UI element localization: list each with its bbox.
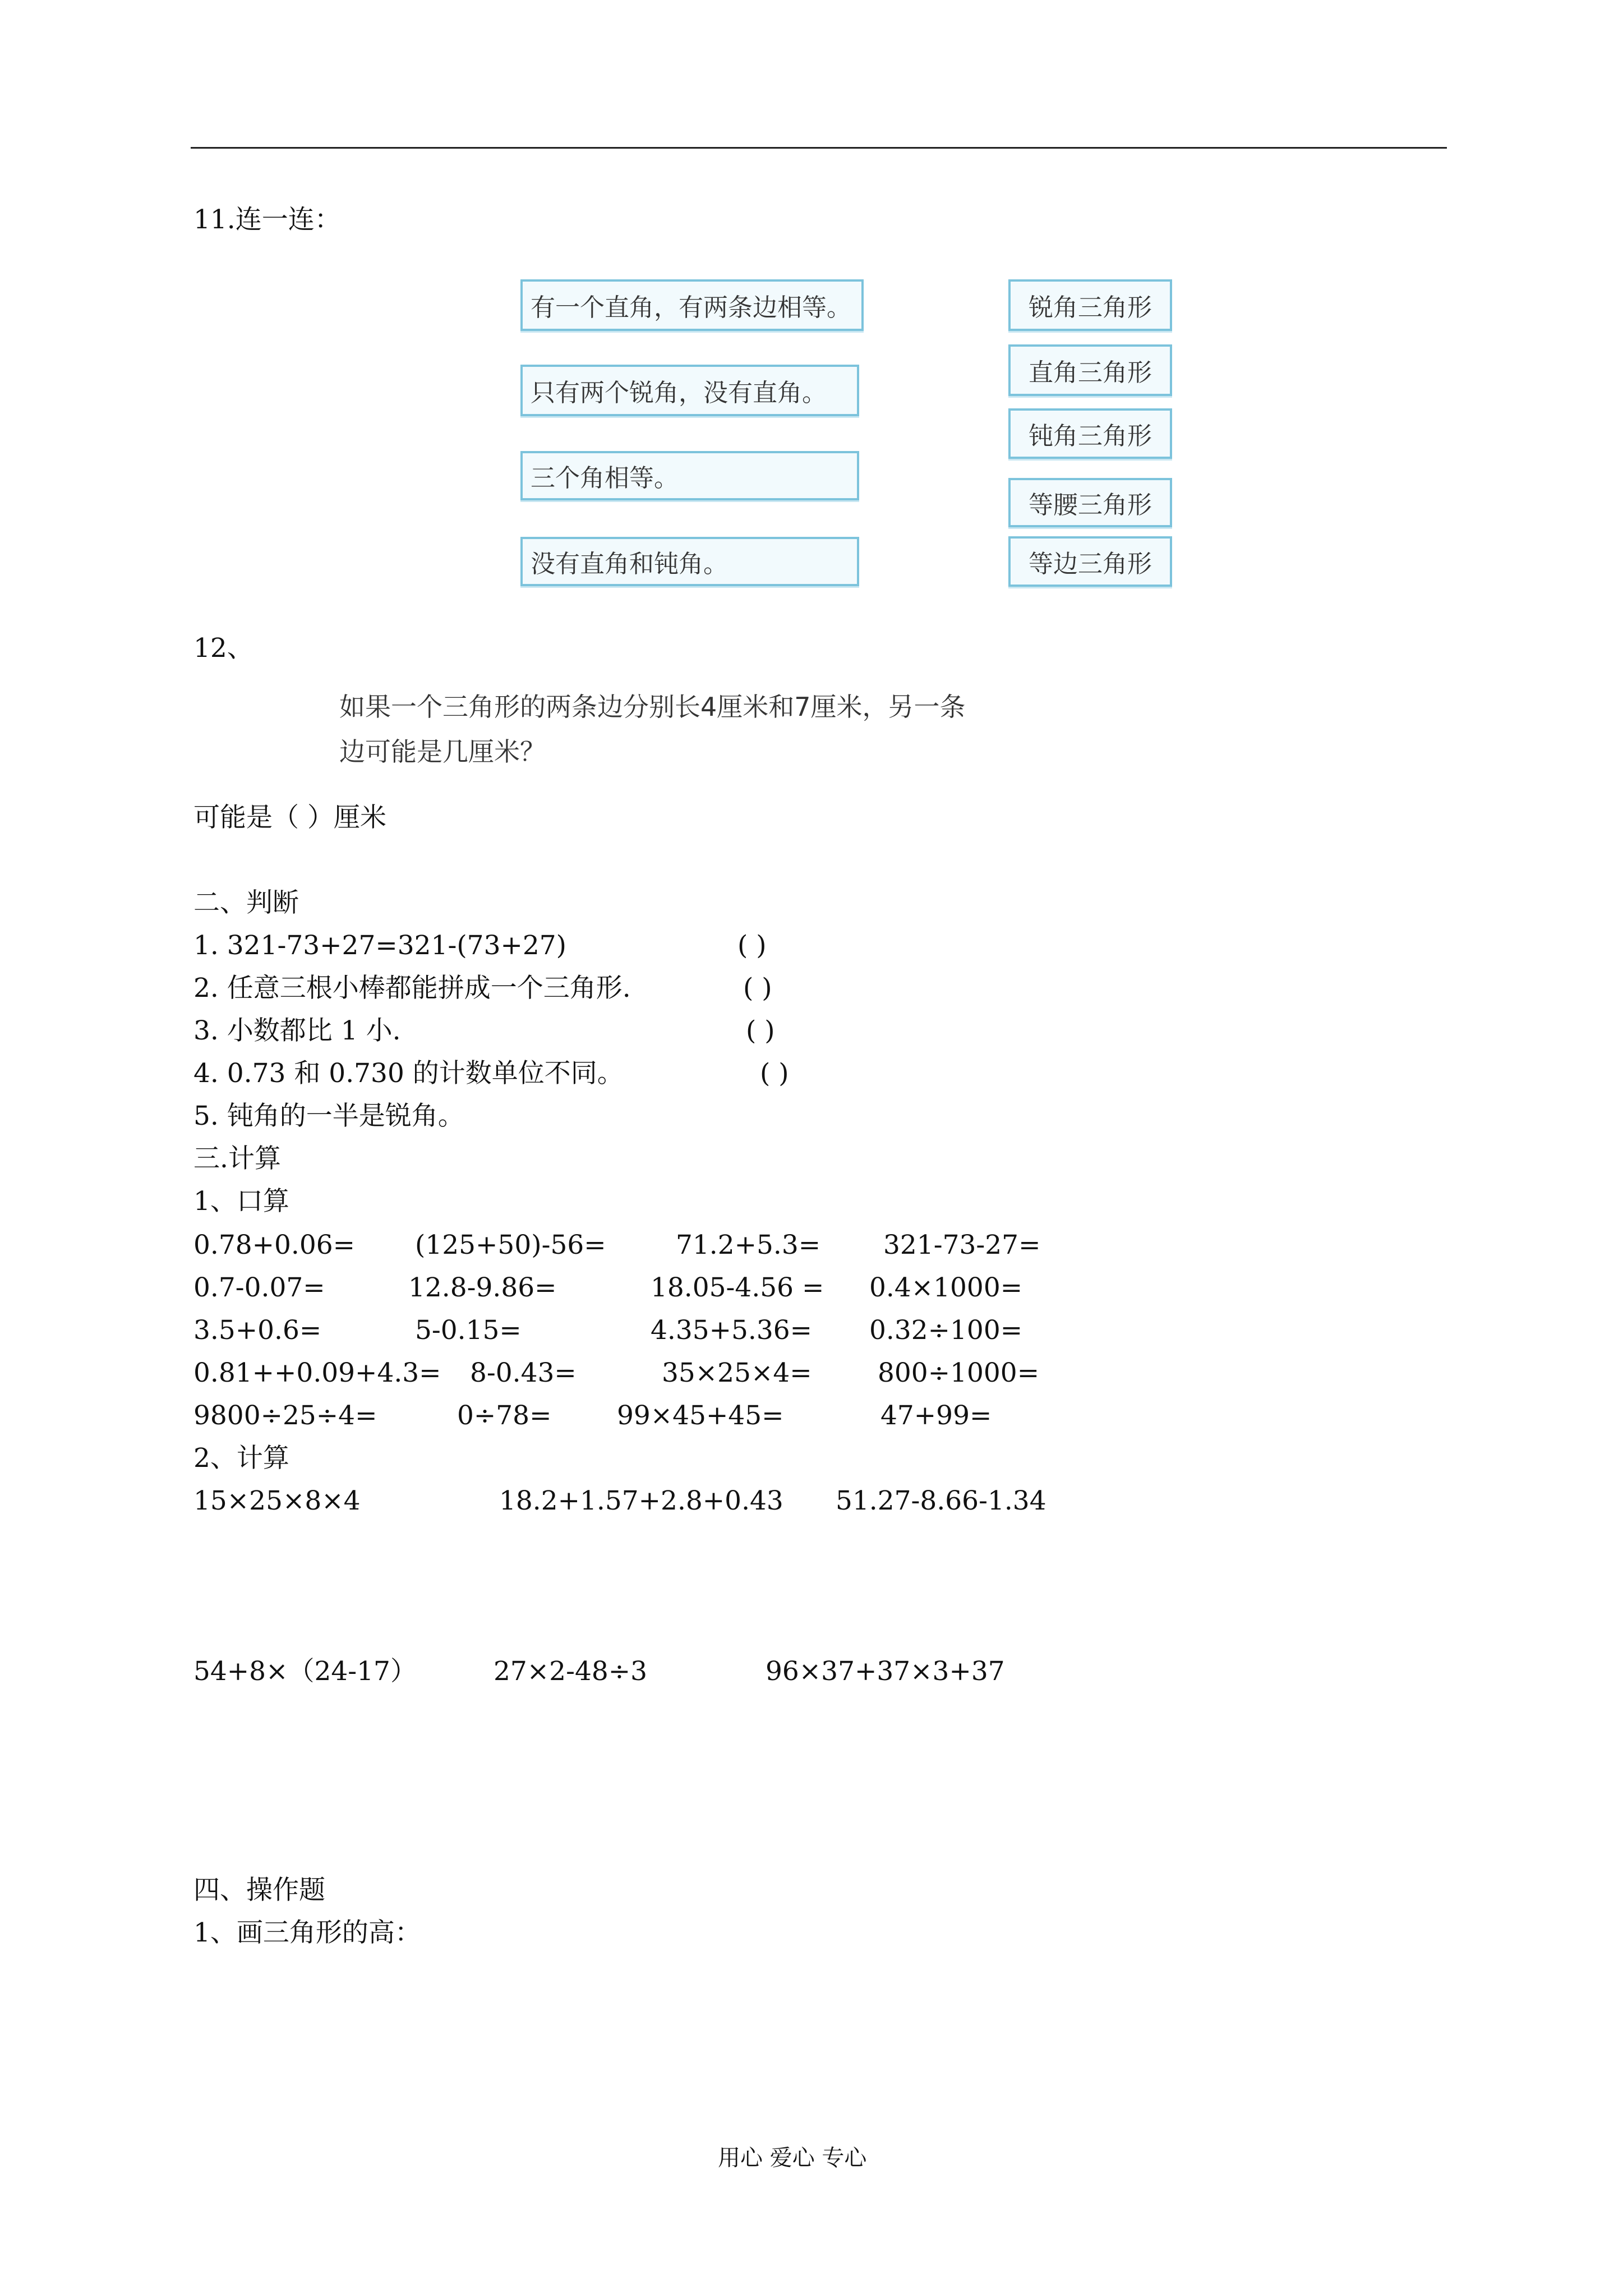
oral-item: 12.8-9.86= [408,1272,557,1303]
oral-item: 0.4×1000= [869,1272,1023,1303]
oral-calc-subtitle: 1、口算 [193,1186,289,1217]
q12-question-line2: 边可能是几厘米？ [339,737,546,767]
judge-paren-4: ( ) [760,1058,789,1089]
judge-item-3: 3. 小数都比 1 小. [193,1015,401,1046]
q11-right-box-5: 等边三角形 [1008,536,1172,587]
oral-item: 8-0.43= [470,1358,577,1388]
q11-title: 11.连一连： [193,204,341,235]
judge-item-4: 4. 0.73 和 0.730 的计数单位不同。 [193,1058,624,1089]
oral-item: 0.81++0.09+4.3= [193,1358,441,1388]
oral-item: 321-73-27= [883,1230,1041,1260]
section2-title: 二、判断 [193,887,299,918]
oral-item: 3.5+0.6= [193,1315,322,1346]
q11-right-box-1: 锐角三角形 [1008,279,1172,331]
oral-item: 9800÷25÷4= [193,1400,377,1431]
q12-number: 12、 [193,633,253,664]
oral-item: 0.7-0.07= [193,1272,325,1303]
judge-paren-1: ( ) [737,930,767,961]
calc-item: 51.27-8.66-1.34 [836,1485,1046,1516]
judge-item-1: 1. 321-73+27=321-(73+27) [193,930,566,961]
calc-item: 27×2-48÷3 [494,1656,648,1687]
judge-item-2: 2. 任意三根小棒都能拼成一个三角形. [193,973,631,1004]
judge-paren-2: ( ) [743,973,772,1004]
calc-item: 18.2+1.57+2.8+0.43 [499,1485,783,1516]
oral-item: (125+50)-56= [415,1230,606,1260]
oral-item: 4.35+5.36= [651,1315,813,1346]
draw-height-subtitle: 1、画三角形的高： [193,1917,421,1948]
judge-paren-3: ( ) [746,1015,775,1046]
q11-right-box-4: 等腰三角形 [1008,478,1172,527]
oral-item: 47+99= [880,1400,992,1431]
section4-title: 四、操作题 [193,1875,325,1906]
q12-question-line1: 如果一个三角形的两条边分别长4厘米和7厘米，另一条 [339,692,966,722]
page-footer: 用心 爱心 专心 [718,2145,867,2171]
header-rule [191,147,1447,149]
oral-item: 0.32÷100= [869,1315,1023,1346]
calc-item: 15×25×8×4 [193,1485,361,1516]
q12-answer: 可能是（ ）厘米 [193,802,386,833]
calc-item: 96×37+37×3+37 [766,1656,1005,1687]
oral-item: 71.2+5.3= [676,1230,821,1260]
q11-left-box-1: 有一个直角，有两条边相等。 [520,279,864,331]
calc-item: 54+8×（24-17） [193,1656,417,1687]
section3-title: 三.计算 [193,1143,281,1174]
oral-item: 35×25×4= [662,1358,812,1388]
q11-left-box-2: 只有两个锐角，没有直角。 [520,365,859,416]
oral-item: 99×45+45= [617,1400,784,1431]
q11-right-box-2: 直角三角形 [1008,344,1172,396]
oral-item: 5-0.15= [415,1315,522,1346]
oral-item: 800÷1000= [878,1358,1040,1388]
oral-item: 0÷78= [457,1400,552,1431]
q11-left-box-3: 三个角相等。 [520,451,859,500]
judge-item-5: 5. 钝角的一半是锐角。 [193,1101,464,1131]
oral-item: 0.78+0.06= [193,1230,356,1260]
q11-right-box-3: 钝角三角形 [1008,408,1172,459]
oral-item: 18.05-4.56 = [651,1272,824,1303]
q11-left-box-4: 没有直角和钝角。 [520,537,859,586]
calc-subtitle: 2、计算 [193,1443,289,1474]
